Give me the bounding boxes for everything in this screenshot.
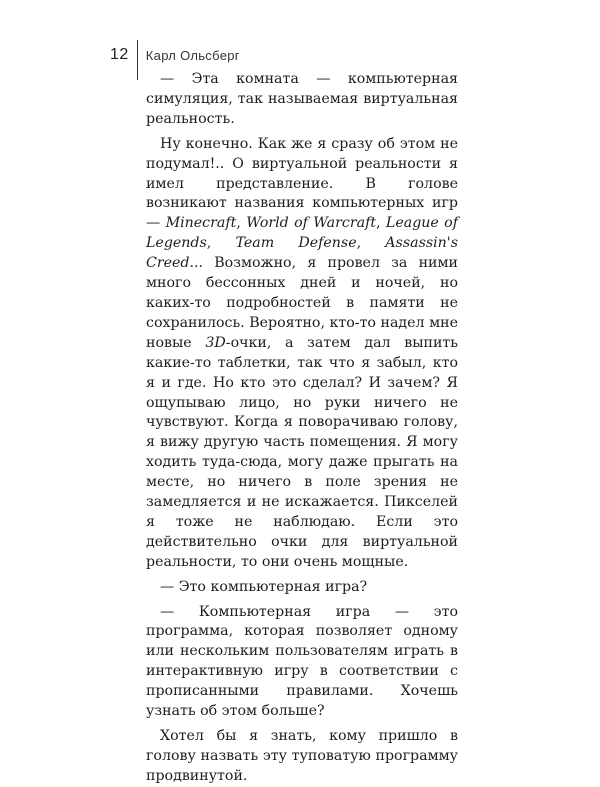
text-run: -очки, а затем дал выпить какие-то таблетки, так что я забыл, кто я и где. Но кто это сделал? И зачем? Я ощупываю лицо, но руки ничего не чувствуют. Когда я поворачиваю голову, я вижу другую часть помещения. Я могу ходить туда-сюда, могу даже прыгать на месте, но ничего в поле зрения не замедляется и не искажается. Пикселей я тоже не наблюдаю. Если это действительно очки для виртуальной реальности, то они очень мощные. bbox=[146, 334, 459, 570]
game-title: Minecraft bbox=[165, 215, 237, 232]
text-run: , bbox=[236, 215, 247, 232]
text-run: — Компьютерная игра — это программа, которая позволяет одному или нескольким пользователям играть в интерактивную игру в соответствии с прописанными правилами. Хочешь узнать об этом больше? bbox=[146, 603, 458, 720]
paragraph-3 bbox=[146, 578, 458, 598]
text-run: — Это компьютерная игра? bbox=[160, 578, 368, 595]
game-title: World of Warcraft bbox=[246, 215, 377, 232]
text-run: , bbox=[206, 235, 236, 252]
game-title: Assassin's Creed bbox=[146, 235, 458, 272]
paragraph-1 bbox=[146, 70, 458, 130]
running-header bbox=[110, 40, 240, 70]
text-run: Хотел бы я знать, кому пришло в голову назвать эту туповатую программу продвинутой. bbox=[146, 728, 458, 784]
page-number: 12 bbox=[110, 46, 129, 63]
game-title: Team Defense bbox=[235, 235, 357, 252]
text-run: Ну конечно. Как же я сразу об этом не подумал!.. О виртуальной реальности я имел представление. В голове возникают названия компьютерных игр — bbox=[146, 135, 458, 232]
author-name: Карл Ольсберг bbox=[145, 47, 240, 63]
paragraph-5 bbox=[146, 727, 458, 787]
text-run: , bbox=[376, 215, 386, 232]
header-divider bbox=[137, 40, 138, 80]
game-title: League of Legends bbox=[146, 215, 458, 252]
text-run: — Эта комната — компьютерная симуляция, так называемая виртуальная реальность. bbox=[146, 71, 458, 127]
paragraph-2 bbox=[146, 135, 458, 573]
book-text bbox=[146, 70, 458, 787]
text-run: , bbox=[356, 235, 386, 252]
emphasis: 3D bbox=[205, 334, 226, 351]
paragraph-4 bbox=[146, 603, 458, 722]
text-run: ... Возможно, я провел за ними много бессонных дней и ночей, но каких-то подробностей в памяти не сохранилось. Вероятно, кто-то надел мне новые bbox=[146, 255, 458, 351]
